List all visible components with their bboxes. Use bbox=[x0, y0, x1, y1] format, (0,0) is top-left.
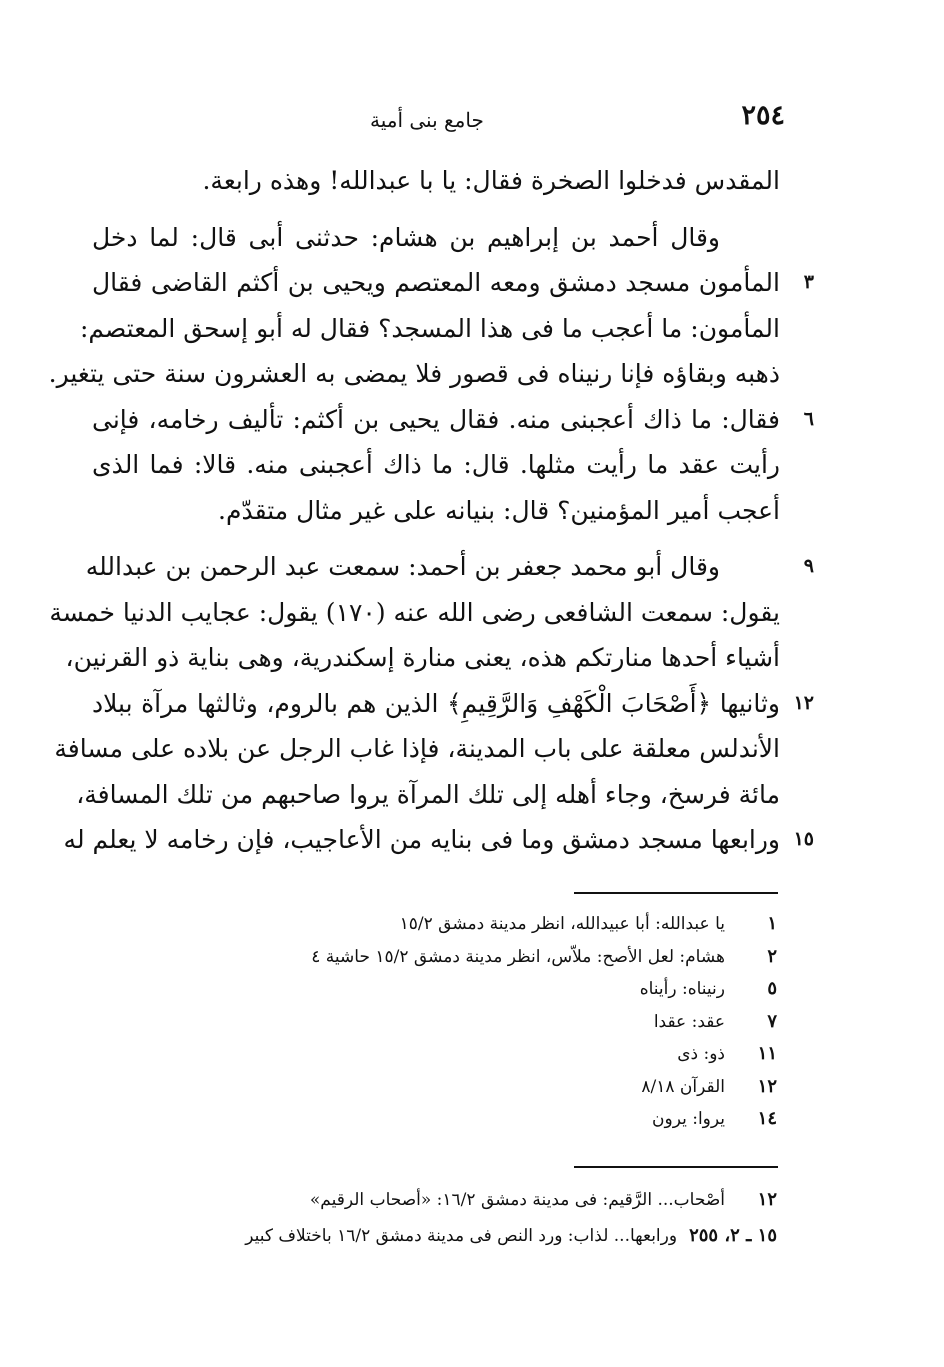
text-line bbox=[79, 306, 780, 352]
line-text: المقدس فدخلوا الصخرة فقال: يا با عبدالله! وهذه رابعة. bbox=[202, 166, 780, 195]
line-text: أعجب أمير المؤمنين؟ قال: بنيانه على غير مثال متقدّم. bbox=[218, 495, 780, 525]
footnote-entry bbox=[170, 1218, 785, 1254]
footnote-entry bbox=[170, 1006, 785, 1039]
text-line bbox=[92, 260, 814, 306]
line-number: ٣ bbox=[803, 271, 814, 293]
text-line bbox=[65, 635, 780, 681]
footnote-entry bbox=[170, 941, 785, 974]
footnote-line-ref: ١٤ bbox=[757, 1108, 777, 1129]
line-text: وقال أبو محمد جعفر بن أحمد: سمعت عبد الرحمن بن عبدالله bbox=[85, 552, 720, 581]
text-line bbox=[48, 351, 780, 397]
footnote-divider bbox=[574, 1166, 778, 1168]
footnote-divider bbox=[574, 892, 778, 894]
text-line bbox=[92, 488, 780, 534]
footnote-entry bbox=[170, 1182, 785, 1218]
page-number: ٢٥٤ bbox=[741, 100, 785, 131]
line-number: ١٥ bbox=[793, 828, 814, 850]
running-title: جامع بنى أمية bbox=[370, 108, 484, 132]
footnote-text: يروا: يرون bbox=[652, 1109, 725, 1129]
text-line bbox=[63, 817, 814, 863]
footnote-text: أصْحاب... الرَّقيم: فى مدينة دمشق ١٦/٢: «أصحاب الرقيم» bbox=[309, 1190, 725, 1210]
footnote-entry bbox=[170, 908, 785, 941]
footnote-line-ref: ١ bbox=[767, 913, 777, 934]
text-line bbox=[92, 158, 780, 204]
footnote-text: رنيناه: رأيناه bbox=[639, 979, 725, 999]
footnote-line-ref: ٧ bbox=[767, 1010, 777, 1032]
line-text: المأمون مسجد دمشق ومعه المعتصم ويحيى بن أكثم القاضى فقال bbox=[92, 268, 780, 297]
footnote-text: يا عبدالله: أبا عبيدالله، انظر مدينة دمشق ١٥/٢ bbox=[399, 914, 725, 934]
footnote-text: هشام: لعل الأصح: ملاّس، انظر مدينة دمشق ١٥/٢ حاشية ٤ bbox=[311, 946, 725, 967]
line-text: وثانيها ﴿أَصْحَابَ الْكَهْفِ وَالرَّقِيمِ﴾ الذين هم بالروم، وثالثها مرآة ببلاد bbox=[92, 688, 780, 718]
line-text: ذهبه وبقاؤه فإنا رنيناه فى قصور فلا يمضى به العشرون سنة حتى يتغير. bbox=[48, 359, 780, 388]
text-line bbox=[92, 681, 814, 727]
footnotes-sources bbox=[170, 1182, 785, 1254]
text-line bbox=[92, 215, 780, 261]
footnote-line-ref: ١٥ ـ ٢، ٢٥٥ bbox=[689, 1225, 777, 1246]
footnote-entry bbox=[170, 1038, 785, 1071]
footnote-line-ref: ١٢ bbox=[757, 1189, 777, 1210]
line-number: ٦ bbox=[803, 407, 814, 430]
footnote-entry bbox=[170, 973, 785, 1006]
line-text: يقول: سمعت الشافعى رضى الله عنه (١٧٠) يقول: عجايب الدنيا خمسة bbox=[49, 597, 780, 627]
footnote-entry bbox=[170, 1071, 785, 1104]
line-number: ١٢ bbox=[793, 691, 814, 714]
line-text: رأيت عقد ما رأيت مثلها. قال: ما ذاك أعجبنى منه. قالا: فما الذى bbox=[92, 450, 780, 479]
text-line bbox=[49, 590, 780, 636]
text-line bbox=[92, 442, 780, 488]
footnote-line-ref: ١١ bbox=[757, 1043, 777, 1064]
text-line bbox=[76, 772, 780, 818]
footnote-text: عقد: عقدا bbox=[653, 1011, 725, 1032]
line-number: ٩ bbox=[803, 555, 814, 577]
line-text: وقال أحمد بن إبراهيم بن هشام: حدثنى أبى قال: لما دخل bbox=[92, 222, 720, 252]
page-header bbox=[165, 100, 785, 140]
footnote-line-ref: ١٢ bbox=[757, 1075, 777, 1097]
line-text: ورابعها مسجد دمشق وما فى بنايه من الأعاجيب، فإن رخامه لا يعلم له bbox=[63, 825, 780, 854]
footnote-text: ورابعها... لذاب: ورد النص فى مدينة دمشق ١٦/٢ باختلاف كبير bbox=[245, 1226, 678, 1246]
text-line bbox=[85, 544, 814, 590]
text-line bbox=[92, 397, 814, 443]
footnote-text: القرآن ٨/١٨ bbox=[641, 1076, 725, 1097]
footnote-line-ref: ٥ bbox=[767, 978, 777, 999]
footnote-line-ref: ٢ bbox=[767, 945, 777, 967]
footnote-text: ذو: ذى bbox=[677, 1044, 725, 1064]
line-text: المأمون: ما أعجب ما فى هذا المسجد؟ فقال له أبو إسحق المعتصم: bbox=[79, 313, 780, 343]
line-text: مائة فرسخ، وجاء أهله إلى تلك المرآة يروا صاحبهم من تلك المسافة، bbox=[76, 779, 780, 809]
main-text bbox=[48, 158, 814, 863]
line-text: أشياء أحدها منارتكم هذه، يعنى منارة إسكندرية، وهى بناية ذو القرنين، bbox=[65, 643, 780, 672]
footnote-entry bbox=[170, 1103, 785, 1136]
footnotes-variants bbox=[170, 908, 785, 1136]
line-text: الأندلس معلقة على باب المدينة، فإذا غاب الرجل عن بلاده على مسافة bbox=[54, 734, 780, 763]
line-text: فقال: ما ذاك أعجبنى منه. فقال يحيى بن أكثم: تأليف رخامه، فإنى bbox=[92, 404, 780, 434]
text-line bbox=[54, 726, 780, 772]
